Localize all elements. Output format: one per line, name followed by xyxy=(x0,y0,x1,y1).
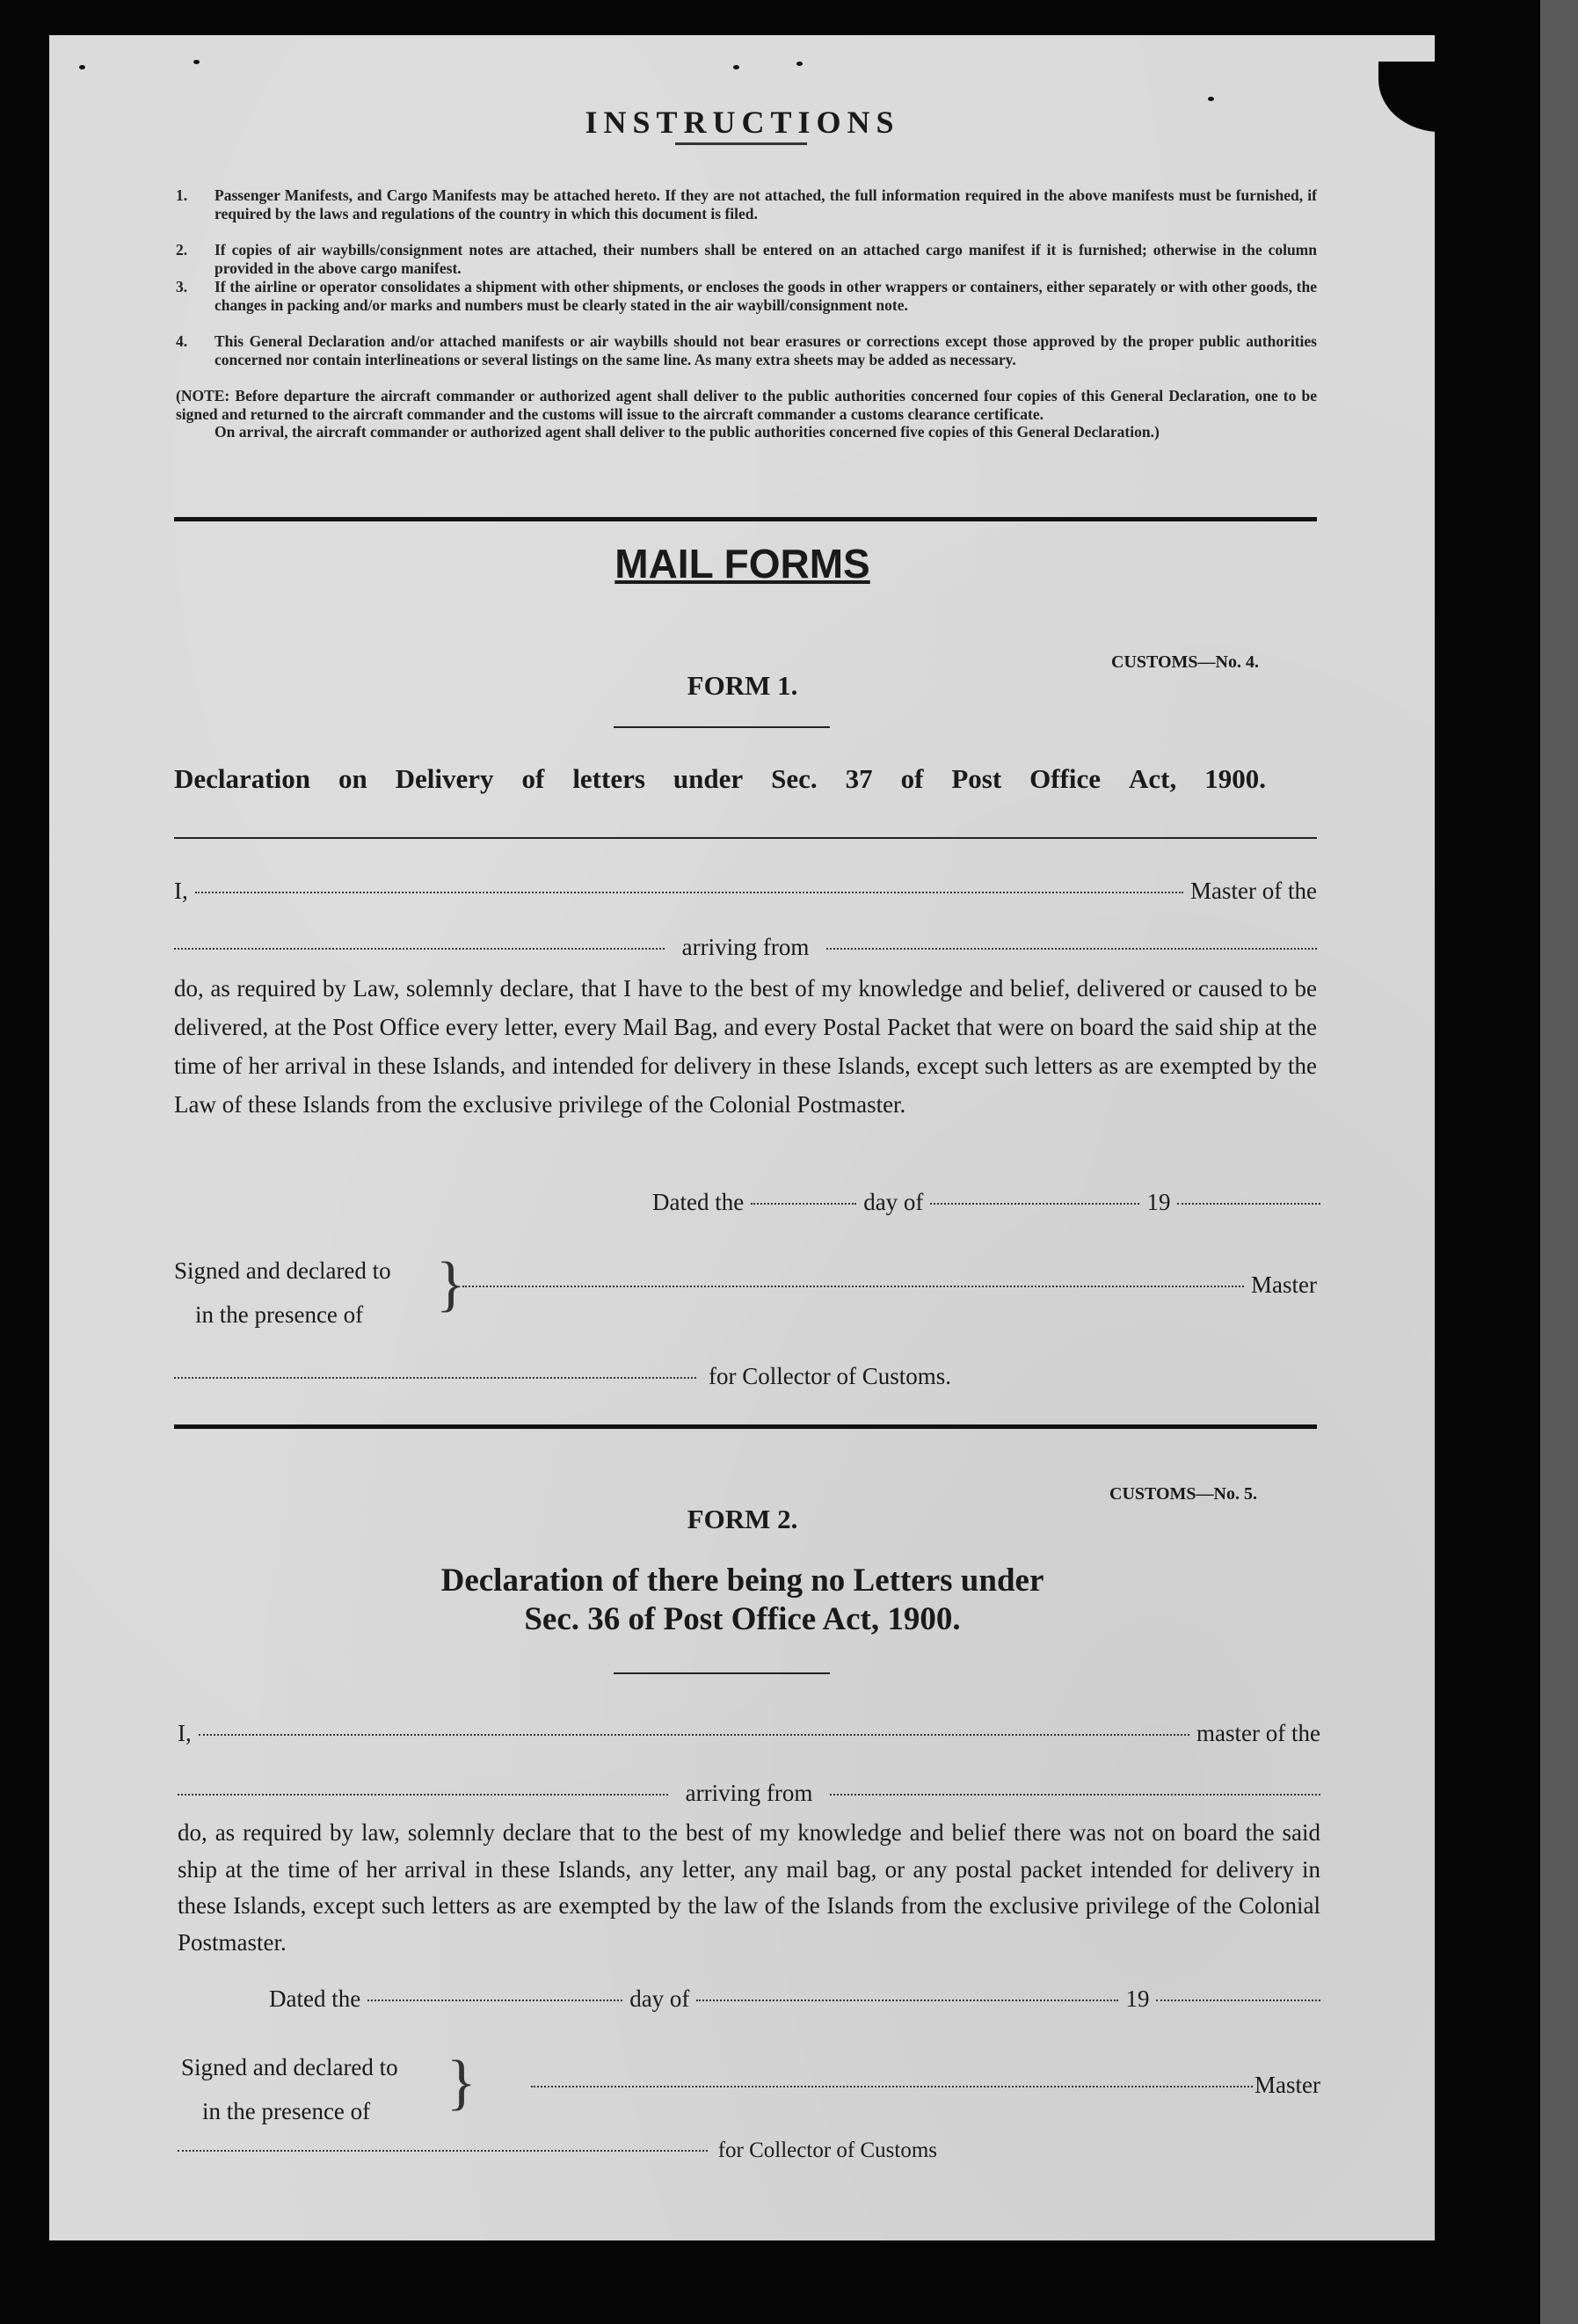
form1-date-line xyxy=(652,1189,1320,1216)
form1-declaration-title xyxy=(174,763,1266,795)
form1-title-divider xyxy=(174,837,1317,839)
instruction-number: 3. xyxy=(176,278,188,295)
title-word: 37 xyxy=(845,763,873,794)
title-word: Delivery xyxy=(395,763,494,794)
form2-title: FORM 2. xyxy=(687,1504,798,1534)
title-word: under xyxy=(673,763,744,794)
form2-signed-label xyxy=(181,2045,398,2133)
title-word: 1900. xyxy=(1204,763,1266,794)
mail-forms-heading: MAIL FORMS xyxy=(614,541,870,586)
i-label: I, xyxy=(178,1720,192,1746)
form1-master-line xyxy=(174,878,1317,905)
year-prefix: 19 xyxy=(1146,1189,1171,1215)
master-signature-field[interactable] xyxy=(531,2086,1253,2087)
master-label: Master xyxy=(1251,1271,1317,1298)
instruction-text: This General Declaration and/or attached manifests or air waybills should not bear erasures or corrections except those approved by the proper public authorities concerned nor contain interlineations or several listings on the same line. As many extra sheets may be added as necessary. xyxy=(215,332,1317,368)
form1-collector-line xyxy=(174,1363,951,1390)
instruction-number: 2. xyxy=(176,241,188,259)
scan-speck xyxy=(796,62,803,66)
instructions-heading: INSTRUCTIONS xyxy=(585,105,900,140)
arriving-from-label: arriving from xyxy=(681,934,810,960)
form2-date-line xyxy=(269,1985,1320,2013)
date-year-field[interactable] xyxy=(1156,2000,1320,2001)
instruction-item xyxy=(176,186,1317,241)
form2-customs-number: CUSTOMS—No. 5. xyxy=(1109,1484,1257,1504)
title-word: letters xyxy=(572,763,645,794)
ship-name-field[interactable] xyxy=(178,1794,668,1796)
day-of-label: day of xyxy=(863,1189,924,1215)
form1-title-rule xyxy=(614,726,830,728)
signed-line1: Signed and declared to xyxy=(181,2054,398,2080)
title-word: Office xyxy=(1029,763,1102,794)
collector-label: for Collector of Customs. xyxy=(709,1363,951,1389)
scan-speck xyxy=(193,60,200,64)
instruction-note-arrival xyxy=(215,423,1317,441)
document-page xyxy=(49,35,1435,2240)
form1-body-text: do, as required by Law, solemnly declare, that I have to the best of my knowledge and belief, delivered or caused to be delivered, at the Post Office every letter, every Mail Bag, and every Postal Packet that were on board the said ship at the time of her arrival in these Islands, and intended for delivery in these Islands, except such letters as are exempted by the Law of these Islands from the exclusive privilege of the Colonial Postmaster. xyxy=(174,975,1317,1118)
signed-line2: in the presence of xyxy=(202,2098,371,2124)
note-text: (NOTE: Before departure the aircraft commander or authorized agent shall deliver to the public authorities concerned four copies of this General Declaration, one to be signed and returned to the aircraft commander and the customs will issue to the aircraft commander a customs clearance certificate. xyxy=(176,387,1317,423)
date-month-field[interactable] xyxy=(930,1203,1139,1205)
year-prefix: 19 xyxy=(1125,1985,1150,2012)
arriving-from-label: arriving from xyxy=(685,1780,813,1806)
day-of-label: day of xyxy=(629,1985,690,2012)
instruction-note xyxy=(176,387,1317,423)
instructions-underline xyxy=(675,142,807,145)
date-day-field[interactable] xyxy=(751,1203,856,1205)
section-divider xyxy=(174,517,1317,521)
form2-heading-line2: Sec. 36 of Post Office Act, 1900. xyxy=(524,1601,961,1637)
title-word: of xyxy=(900,763,924,794)
brace-icon: } xyxy=(436,1250,466,1318)
title-word: Sec. xyxy=(771,763,818,794)
instruction-item xyxy=(176,241,1317,278)
scan-edge-strip xyxy=(1540,0,1578,2324)
instruction-item xyxy=(176,332,1317,387)
form2-arriving-line xyxy=(178,1780,1320,1807)
dated-the-label: Dated the xyxy=(269,1985,361,2012)
instructions-list xyxy=(176,186,1317,441)
date-month-field[interactable] xyxy=(696,2000,1118,2001)
i-label: I, xyxy=(174,878,188,904)
form1-master-signature-line xyxy=(462,1271,1317,1299)
scan-speck xyxy=(733,65,739,69)
section-divider xyxy=(174,1424,1317,1429)
origin-port-field[interactable] xyxy=(826,948,1317,950)
form2-master-line xyxy=(178,1720,1320,1747)
title-word: Declaration xyxy=(174,763,310,794)
collector-label: for Collector of Customs xyxy=(717,2138,937,2162)
scan-speck xyxy=(79,65,85,69)
date-day-field[interactable] xyxy=(367,2000,622,2001)
title-word: Post xyxy=(951,763,1002,794)
instruction-text: If copies of air waybills/consignment notes are attached, their numbers shall be entered on an attached cargo manifest if it is furnished; otherwise in the column provided in the above cargo manifest. xyxy=(215,241,1317,277)
form2-heading xyxy=(49,1562,1436,1639)
instruction-number: 4. xyxy=(176,332,188,350)
form1-signed-label xyxy=(174,1249,391,1337)
date-year-field[interactable] xyxy=(1177,1203,1320,1205)
collector-signature-field[interactable] xyxy=(178,2150,708,2152)
scan-speck xyxy=(1208,97,1214,101)
title-word: on xyxy=(338,763,367,794)
master-label: Master xyxy=(1254,2072,1320,2098)
collector-signature-field[interactable] xyxy=(174,1377,696,1379)
form1-title: FORM 1. xyxy=(687,670,798,701)
master-of-the-label: master of the xyxy=(1196,1720,1320,1746)
form2-collector-line xyxy=(178,2138,937,2163)
instruction-number: 1. xyxy=(176,186,188,204)
instruction-text: Passenger Manifests, and Cargo Manifests may be attached hereto. If they are not attached, the full information required in the above manifests must be furnished, if required by the laws and regulations of the country in which this document is filed. xyxy=(215,186,1317,222)
dated-the-label: Dated the xyxy=(652,1189,745,1215)
title-word: of xyxy=(521,763,545,794)
signed-line2: in the presence of xyxy=(195,1301,364,1328)
master-signature-field[interactable] xyxy=(462,1286,1244,1287)
title-word: Act, xyxy=(1129,763,1177,794)
form2-title-rule xyxy=(614,1672,830,1674)
instruction-text: If the airline or operator consolidates a shipment with other shipments, or encloses the goods in other wrappers or containers, either separately or with other goods, the changes in packing and/or marks and numbers must be clearly stated in the air waybill/consignment note. xyxy=(215,278,1317,314)
form1-customs-number: CUSTOMS—No. 4. xyxy=(1111,652,1259,672)
master-name-field[interactable] xyxy=(199,1734,1189,1736)
form1-arriving-line xyxy=(174,934,1317,961)
instruction-item xyxy=(176,278,1317,332)
signed-line1: Signed and declared to xyxy=(174,1257,391,1284)
origin-port-field[interactable] xyxy=(830,1794,1320,1796)
form2-heading-line1: Declaration of there being no Letters under xyxy=(440,1563,1044,1599)
form2-master-signature-line xyxy=(531,2072,1320,2099)
form2-body-text: do, as required by law, solemnly declare that to the best of my knowledge and belief there was not on board the said ship at the time of her arrival in these Islands, any letter, any mail bag, or any postal packet intended for delivery in these Islands, except such letters as are exempted by the law of the Islands from the exclusive privilege of the Colonial Postmaster. xyxy=(178,1819,1320,1956)
master-name-field[interactable] xyxy=(195,892,1183,893)
note-arrival-text: On arrival, the aircraft commander or authorized agent shall deliver to the public authorities concerned five copies of this General Declaration.) xyxy=(215,423,1160,441)
ship-name-field[interactable] xyxy=(174,948,665,950)
master-of-the-label: Master of the xyxy=(1190,878,1317,904)
brace-icon: } xyxy=(447,2049,476,2116)
